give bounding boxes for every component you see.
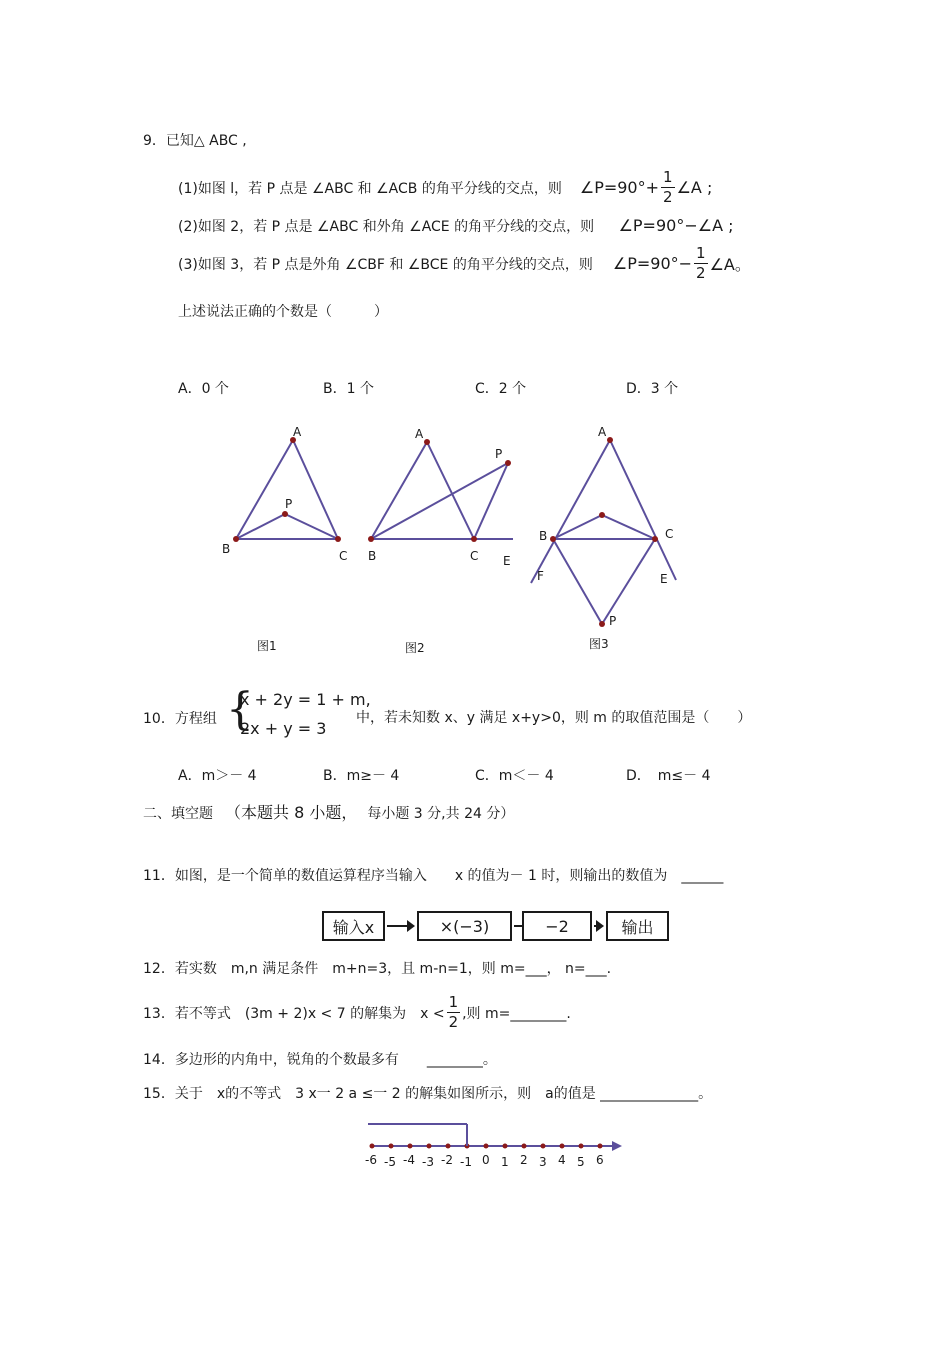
- q12-text: 12．若实数 m,n 满足条件 m+n=3，且 m-n=1，则 m=___， n=___.: [143, 961, 612, 977]
- fig1-label-b: B: [222, 542, 231, 556]
- q15-number-line: [350, 1115, 640, 1175]
- number-line-tick-label: 3: [539, 1155, 547, 1169]
- section-2-scoring: 每小题 3 分,共 24 分）: [367, 806, 515, 822]
- number-line-tick-label: 6: [596, 1153, 604, 1167]
- number-line-arrowhead: [612, 1141, 622, 1151]
- section-2-count: （本题共 8 小题，: [225, 803, 358, 822]
- number-line-tick-label: -1: [460, 1155, 472, 1169]
- q10-option-c[interactable]: C．m＜－ 4: [475, 768, 554, 784]
- fig2-bisector-c: [474, 463, 508, 539]
- fig2-label-c: C: [470, 549, 479, 563]
- q11-flowchart: [322, 911, 672, 943]
- fig3-inner-bisector-b: [553, 515, 602, 539]
- q11-text: 11．如图，是一个简单的数值运算程序当输入 x 的值为－ 1 时，则输出的数值为 ______: [143, 868, 724, 884]
- fig3-label-p: P: [609, 614, 617, 628]
- q9-option-c[interactable]: C．2 个: [475, 381, 527, 397]
- fig2-caption: 图2: [405, 641, 425, 655]
- fig1-label-a: A: [293, 425, 302, 439]
- number-line-tick-label: 1: [501, 1155, 509, 1169]
- fig3-point-c: [652, 536, 658, 542]
- q9-stem: 9．已知△ ABC ,: [143, 133, 247, 149]
- number-line-point: [560, 1144, 565, 1149]
- fig1-bisector-c: [285, 514, 338, 539]
- fig1-caption: 图1: [257, 639, 277, 653]
- flow-multiply-box: ×(−3): [417, 911, 512, 941]
- number-line-point: [522, 1144, 527, 1149]
- fig1-point-p: [282, 511, 288, 517]
- number-line-tick-label: -2: [441, 1153, 453, 1167]
- flow-subtract-box: −2: [522, 911, 592, 941]
- fig3-ext-bisector-b: [553, 539, 602, 624]
- fig3-caption: 图3: [589, 637, 609, 651]
- fig2-label-b: B: [368, 549, 377, 563]
- number-line-point: [579, 1144, 584, 1149]
- number-line-tick-label: -4: [403, 1153, 415, 1167]
- number-line-point: [598, 1144, 603, 1149]
- q13-fraction: $\frac{1}{2}$: [448, 993, 459, 1031]
- number-line-point: [446, 1144, 451, 1149]
- fig2-point-b: [368, 536, 374, 542]
- number-line-point: [503, 1144, 508, 1149]
- fig2-side-ac: [427, 442, 474, 539]
- figure-3: [531, 425, 676, 651]
- q10-question: 中，若未知数 x、y 满足 x+y>0，则 m 的取值范围是（ ）: [356, 710, 752, 726]
- number-line-point: [389, 1144, 394, 1149]
- fig1-label-p: P: [285, 497, 293, 511]
- fig3-ext-bisector-c: [602, 539, 655, 624]
- q9-l1-fraction: $\frac{1}{2}$: [663, 168, 673, 206]
- q9-l2-eq: ∠P=90°−∠A ;: [618, 216, 734, 235]
- fig2-bisector-b: [371, 463, 508, 539]
- number-line-tick-label: 0: [482, 1153, 490, 1167]
- fig3-point-inner: [599, 512, 605, 518]
- fig3-label-e: E: [660, 572, 668, 586]
- flow-input-box: 输入x: [322, 911, 385, 941]
- q9-l3-eq: ∠P=90°−: [612, 254, 693, 273]
- number-line-tick-label: -5: [384, 1155, 396, 1169]
- q9-l2-text: (2)如图 2，若 P 点是 ∠ABC 和外角 ∠ACE 的角平分线的交点，则: [178, 219, 595, 235]
- fig3-point-b: [550, 536, 556, 542]
- section-2-heading: [143, 800, 514, 823]
- q10-label: 10．方程组: [143, 711, 217, 727]
- q9-option-b[interactable]: B．1 个: [323, 381, 374, 397]
- q10-eq1: x + 2y = 1 + m,: [240, 690, 371, 709]
- fig3-point-p: [599, 621, 605, 627]
- number-line-point: [541, 1144, 546, 1149]
- q13-text: 13．若不等式 (3m + 2)x < 7 的解集为 x <: [143, 1005, 445, 1022]
- q10-option-a[interactable]: A．m＞－ 4: [178, 768, 257, 784]
- q9-l3-text: (3)如图 3，若 P 点是外角 ∠CBF 和 ∠BCE 的角平分线的交点，则: [178, 256, 593, 273]
- q9-l3-fraction: $\frac{1}{2}$: [696, 244, 706, 282]
- fig2-point-p: [505, 460, 511, 466]
- fig3-label-c: C: [665, 527, 674, 541]
- q10-option-b[interactable]: B．m≥－ 4: [323, 768, 400, 784]
- number-line-point: [427, 1144, 432, 1149]
- fig1-point-b: [233, 536, 239, 542]
- flow-arrow-1: [387, 925, 409, 927]
- q10-brace: {: [226, 684, 254, 735]
- section-2-title: 二、填空题: [143, 806, 213, 822]
- number-line-tick-label: 5: [577, 1155, 585, 1169]
- fig3-line-af: [531, 440, 610, 583]
- number-line-point: [484, 1144, 489, 1149]
- fig1-label-c: C: [339, 549, 348, 563]
- q15-text: 15．关于 x的不等式 3 x一 2 a ≤一 2 的解集如图所示，则 a的值是 ______________。: [143, 1086, 713, 1102]
- q9-option-a[interactable]: A．0 个: [178, 381, 229, 397]
- fig3-label-b: B: [539, 529, 548, 543]
- q9-l1-text: (1)如图 l，若 P 点是 ∠ABC 和 ∠ACB 的角平分线的交点，则: [178, 180, 562, 197]
- fig2-label-e: E: [503, 554, 511, 568]
- fig2-label-p: P: [495, 447, 503, 461]
- fig2-point-c: [471, 536, 477, 542]
- figure-1: [222, 425, 347, 653]
- fig3-label-a: A: [598, 425, 607, 439]
- fig3-point-a: [607, 437, 613, 443]
- number-line-tick-label: 2: [520, 1153, 528, 1167]
- q13: [143, 995, 571, 1030]
- number-line-point: [370, 1144, 375, 1149]
- fig3-label-f: F: [537, 569, 544, 583]
- fig2-label-a: A: [415, 427, 424, 441]
- q13-answer: ,则 m=________.: [462, 1005, 571, 1022]
- fig1-point-c: [335, 536, 341, 542]
- q9-l3-post: ∠A。: [709, 255, 751, 274]
- q14-text: 14．多边形的内角中，锐角的个数最多有 ________。: [143, 1052, 497, 1068]
- q9-question: 上述说法正确的个数是（ ）: [178, 304, 388, 320]
- number-line-tick-label: 4: [558, 1153, 566, 1167]
- flow-output-box: 输出: [606, 911, 669, 941]
- q9-l1-eq: ∠P=90°+: [579, 178, 660, 197]
- number-line-tick-label: -6: [365, 1153, 377, 1167]
- q10-eq2: 2x + y = 3: [240, 719, 327, 738]
- fig1-side-ac: [293, 440, 338, 539]
- q10-option-d[interactable]: D． m≤－ 4: [626, 768, 711, 784]
- number-line-tick-label: -3: [422, 1155, 434, 1169]
- q9-option-d[interactable]: D．3 个: [626, 381, 679, 397]
- number-line-point: [408, 1144, 413, 1149]
- fig2-point-a: [424, 439, 430, 445]
- q9-l1-post: ∠A ;: [676, 178, 713, 197]
- figure-2: [368, 427, 513, 655]
- flow-arrow-3: [594, 925, 598, 927]
